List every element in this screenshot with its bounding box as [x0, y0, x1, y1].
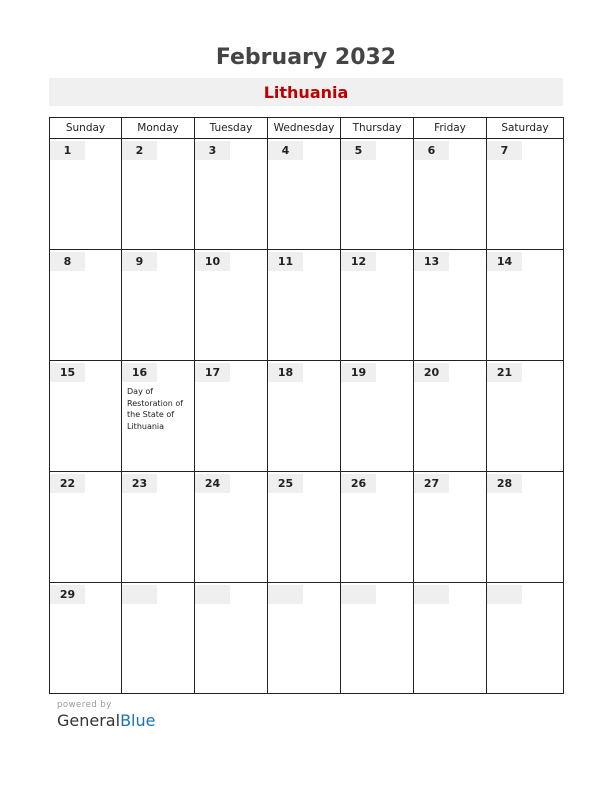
day-number: 20 [414, 363, 449, 382]
empty-day-badge [268, 585, 303, 604]
day-cell [341, 472, 414, 583]
empty-day-cell [341, 583, 414, 694]
day-number: 29 [50, 585, 85, 604]
day-cell [195, 250, 268, 361]
powered-by-label: powered by [57, 700, 112, 710]
day-number: 14 [487, 252, 522, 271]
day-cell [414, 139, 487, 250]
day-number: 25 [268, 474, 303, 493]
country-name: Lithuania [263, 83, 349, 102]
day-cell [487, 472, 564, 583]
day-cell [50, 583, 122, 694]
day-number: 1 [50, 141, 85, 160]
weekday-header: Sunday [50, 118, 122, 139]
day-number: 5 [341, 141, 376, 160]
day-number: 16 [122, 363, 157, 382]
weekday-header: Tuesday [195, 118, 268, 139]
empty-day-cell [487, 583, 564, 694]
day-number: 2 [122, 141, 157, 160]
empty-day-badge [341, 585, 376, 604]
brand-blue: Blue [120, 711, 156, 730]
weekday-header: Saturday [487, 118, 564, 139]
day-cell [487, 250, 564, 361]
weekday-header: Thursday [341, 118, 414, 139]
day-number: 15 [50, 363, 85, 382]
brand-general: General [57, 711, 121, 730]
day-cell [122, 250, 195, 361]
day-cell [487, 361, 564, 472]
day-cell [341, 250, 414, 361]
day-cell [268, 139, 341, 250]
week-row [50, 250, 564, 361]
day-cell [268, 361, 341, 472]
day-number: 28 [487, 474, 522, 493]
empty-day-cell [195, 583, 268, 694]
day-number: 8 [50, 252, 85, 271]
day-cell [50, 361, 122, 472]
day-number: 11 [268, 252, 303, 271]
empty-day-cell [414, 583, 487, 694]
calendar-grid [49, 117, 564, 694]
calendar-title: February 2032 [215, 45, 397, 70]
day-number: 6 [414, 141, 449, 160]
day-number: 4 [268, 141, 303, 160]
day-number: 18 [268, 363, 303, 382]
day-cell [341, 139, 414, 250]
day-number: 10 [195, 252, 230, 271]
weekday-header-row [50, 118, 564, 139]
day-number: 21 [487, 363, 522, 382]
day-cell [122, 361, 195, 472]
empty-day-cell [122, 583, 195, 694]
day-number: 17 [195, 363, 230, 382]
day-cell [122, 139, 195, 250]
day-number: 19 [341, 363, 376, 382]
day-number: 23 [122, 474, 157, 493]
footer-branding [57, 700, 155, 730]
day-cell [50, 250, 122, 361]
week-row [50, 583, 564, 694]
day-cell [414, 472, 487, 583]
day-number: 27 [414, 474, 449, 493]
brand-logo[interactable] [57, 711, 155, 730]
empty-day-badge [487, 585, 522, 604]
day-number: 22 [50, 474, 85, 493]
day-number: 3 [195, 141, 230, 160]
day-cell [268, 472, 341, 583]
week-row [50, 361, 564, 472]
day-number: 24 [195, 474, 230, 493]
day-cell [268, 250, 341, 361]
day-number: 26 [341, 474, 376, 493]
day-cell [414, 250, 487, 361]
day-cell [122, 472, 195, 583]
day-cell [341, 361, 414, 472]
day-number: 12 [341, 252, 376, 271]
week-row [50, 139, 564, 250]
weekday-header: Wednesday [268, 118, 341, 139]
country-banner [49, 78, 563, 106]
week-row [50, 472, 564, 583]
empty-day-badge [414, 585, 449, 604]
empty-day-cell [268, 583, 341, 694]
empty-day-badge [122, 585, 157, 604]
day-cell [195, 361, 268, 472]
day-cell [50, 139, 122, 250]
day-cell [414, 361, 487, 472]
day-cell [195, 139, 268, 250]
day-number: 9 [122, 252, 157, 271]
day-number: 13 [414, 252, 449, 271]
weekday-header: Friday [414, 118, 487, 139]
empty-day-badge [195, 585, 230, 604]
day-cell [195, 472, 268, 583]
weekday-header: Monday [122, 118, 195, 139]
holiday-label: Day of Restoration of the State of Lithuania [127, 387, 184, 431]
day-cell [487, 139, 564, 250]
day-cell [50, 472, 122, 583]
day-number: 7 [487, 141, 522, 160]
